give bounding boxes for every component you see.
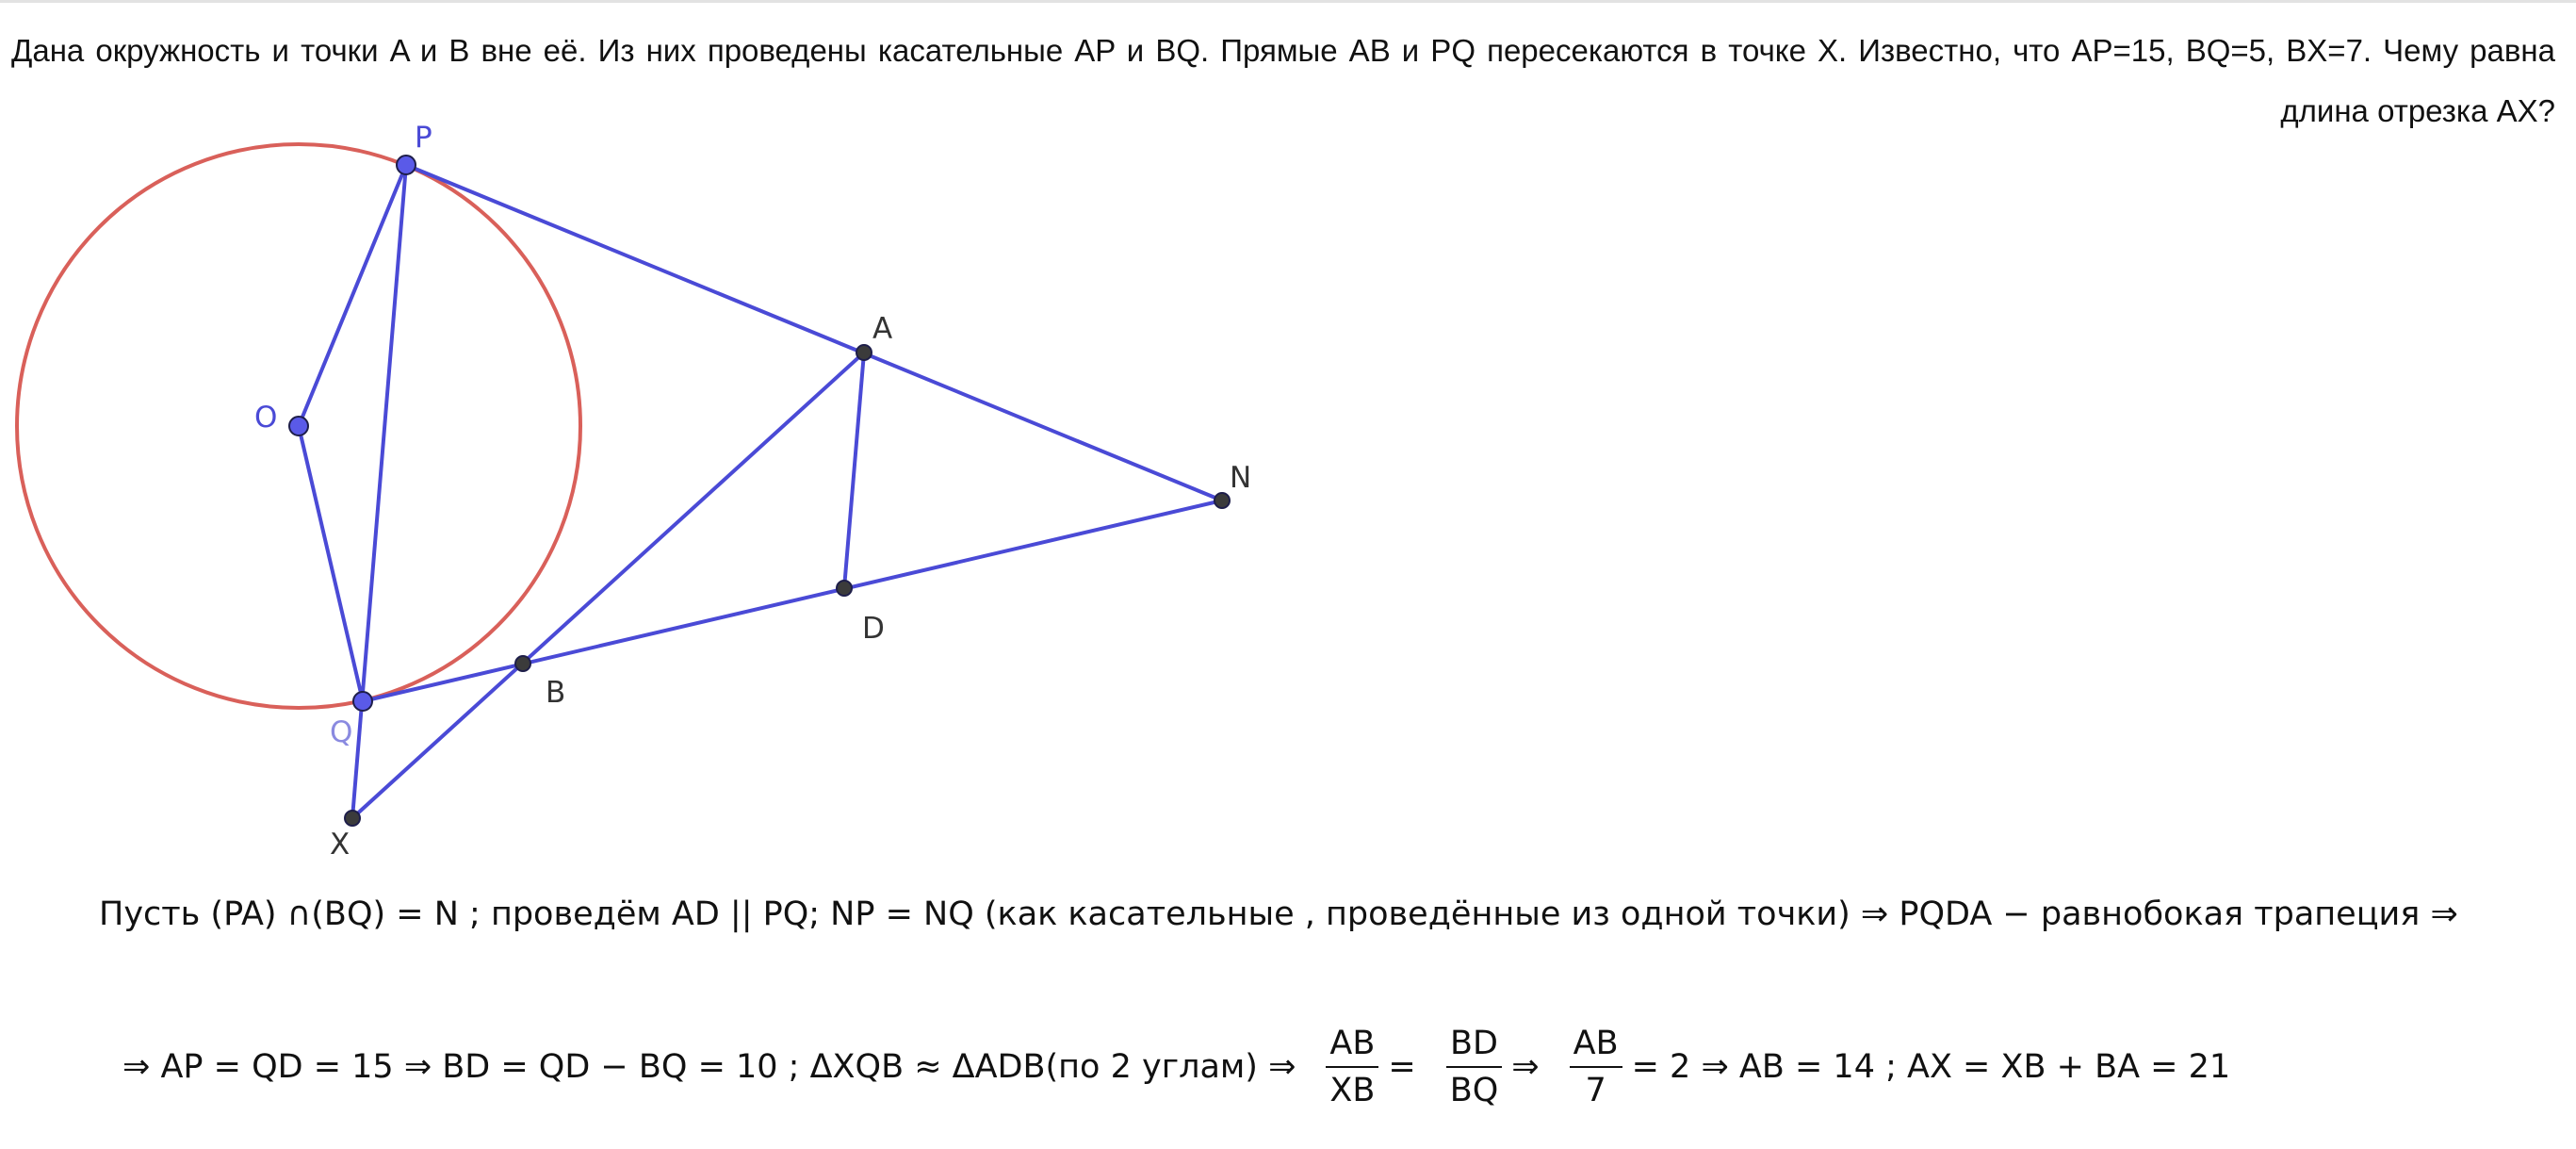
label-N: N [1230,461,1252,495]
segment-AD [844,353,864,588]
solution-line-2-end: = 2 ⇒ AB = 14 ; AX = XB + BA = 21 [1631,1048,2231,1086]
solution-line-1-text: Пусть (PA) ∩(BQ) = N ; проведём AD || PQ; NP = NQ (как касательные , проведённые из одной точки) ⇒ PQDA − равнобокая трапеция ⇒ [99,895,2458,933]
problem-statement: Дана окружность и точки A и B вне её. Из них проведены касательные AP и BQ. Прямые AB и PQ пересекаются в точке X. Известно, что AP=15, BQ=5, BX=7. Чему равна длина отрезка AX? [11,33,2555,128]
point-B [515,656,530,671]
fraction-bd-bq [1446,1025,1503,1109]
segment-PO [299,165,406,426]
fraction-denominator: XB [1329,1072,1376,1109]
point-D [837,581,852,596]
segment-PX [352,165,406,818]
label-B: B [546,676,566,710]
fraction-ab-7 [1570,1025,1622,1109]
fraction-ab-xb [1326,1025,1378,1109]
fraction-denominator: 7 [1585,1072,1606,1109]
label-D: D [862,612,885,646]
point-N [1215,493,1230,508]
point-X [345,811,360,826]
segment-QN [363,501,1222,701]
fraction-numerator: AB [1326,1025,1378,1068]
label-X: X [330,828,351,862]
segment-XA [352,353,864,818]
point-O [289,417,308,435]
points [289,156,1230,826]
label-P: P [415,121,432,155]
point-P [397,156,416,174]
fraction-numerator: AB [1570,1025,1622,1068]
segment-PN [406,165,1222,501]
solution-line-2 [122,1020,2230,1114]
solution-line-1 [99,895,2458,933]
label-A: A [872,312,893,346]
label-Q: Q [330,715,353,749]
segments [299,165,1222,818]
point-labels [254,121,1251,862]
segment-OQ [299,426,363,701]
fraction-denominator: BQ [1449,1072,1499,1109]
implies-arrow: ⇒ [1511,1048,1540,1086]
label-O: O [254,401,278,435]
solution-line-2-start: ⇒ AP = QD = 15 ⇒ BD = QD − BQ = 10 ; ΔXQB ≈ ΔADB(по 2 углам) ⇒ [122,1048,1296,1086]
point-Q [353,692,372,711]
equals-sign: = [1388,1048,1416,1086]
fraction-numerator: BD [1446,1025,1502,1068]
point-A [856,345,872,360]
